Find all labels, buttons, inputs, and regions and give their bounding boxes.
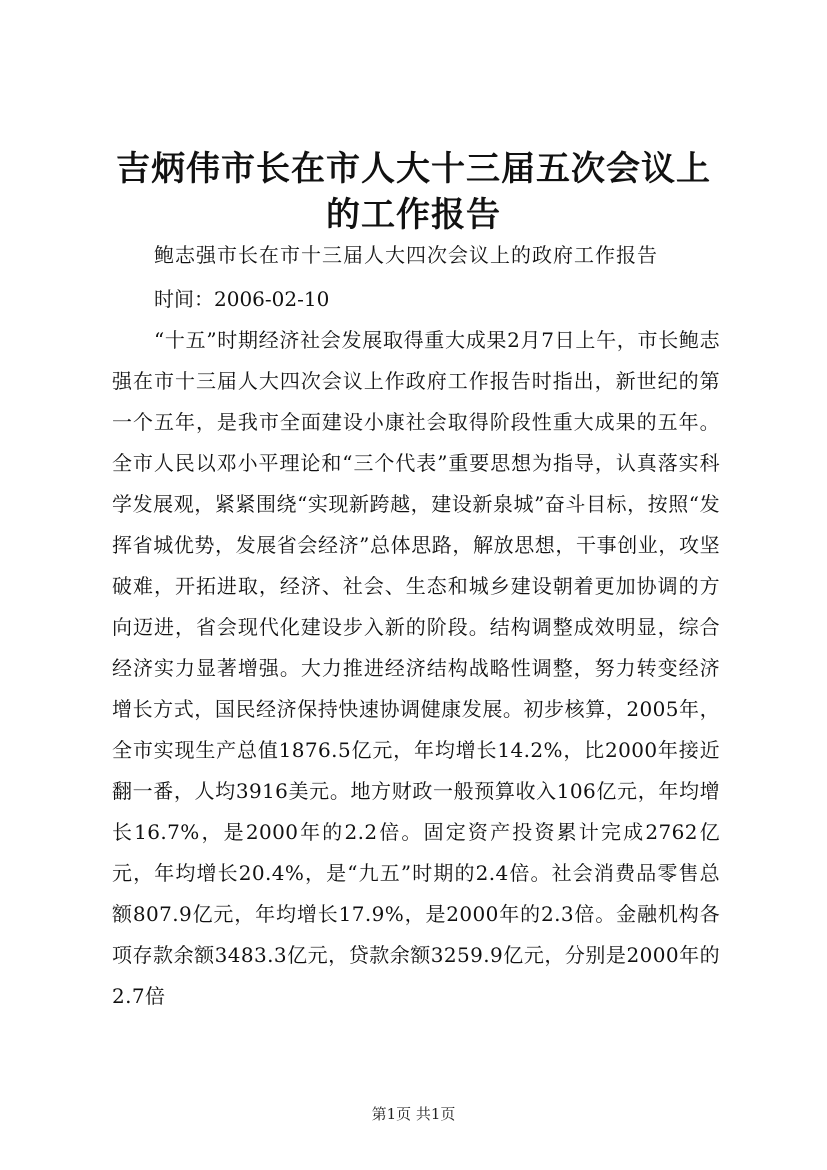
page-footer: 第1页 共1页 (371, 1105, 456, 1123)
document-body: “十五”时期经济社会发展取得重大成果2月7日上午，市长鲍志强在市十三届人大四次会议上作政府工作报告时指出，新世纪的第一个五年，是我市全面建设小康社会取得阶段性重大成果的五年。全市人民以邓小平理论和“三个代表”重要思想为指导，认真落实科学发展观，紧紧围绕“实现新跨越，建设新泉城”奋斗目标，按照“发挥省城优势，发展省会经济”总体思路，解放思想，干事创业，攻坚破难，开拓进取，经济、社会、生态和城乡建设朝着更加协调的方向迈进，省会现代化建设步入新的阶段。结构调整成效明显，综合经济实力显著增强。大力推进经济结构战略性调整，努力转变经济增长方式，国民经济保持快速协调健康发展。初步核算，2005年，全市实现生产总值1876.5亿元，年均增长14.2%，比2000年接近翻一番，人均3916美元。地方财政一般预算收入106亿元，年均增长16.7%，是2000年的2.2倍。固定资产投资累计完成2762亿元，年均增长20.4%，是“九五”时期的2.4倍。社会消费品零售总额807.9亿元，年均增长17.9%，是2000年的2.3倍。金融机构各项存款余额3483.3亿元，贷款余额3259.9亿元，分别是2000年的2.7倍 (112, 328, 720, 1008)
document-title: 吉炳伟市长在市人大十三届五次会议上的工作报告 (116, 149, 711, 235)
document-subtitle: 鲍志强市长在市十三届人大四次会议上的政府工作报告 (154, 243, 658, 267)
document-date: 时间：2006-02-10 (154, 287, 330, 311)
